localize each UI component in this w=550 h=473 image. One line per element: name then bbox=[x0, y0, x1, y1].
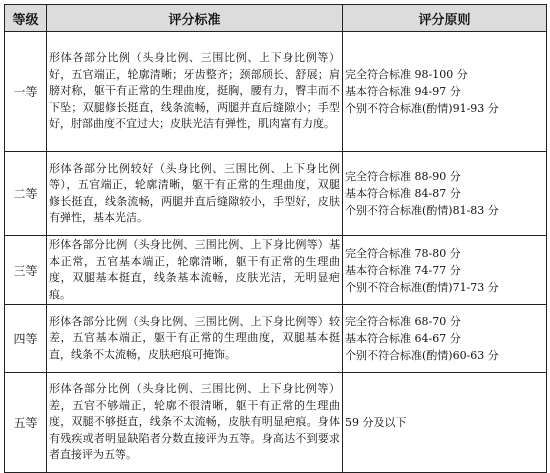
header-grade: 等级 bbox=[5, 5, 47, 32]
standard-cell: 形体各部分比例（头身比例、三围比例、上下身比例等）基本正常，五官基本端正，轮廓清晰，躯干有正常的生理曲度，双腿基本挺直，线条基本流畅，皮肤光洁，无明显疤痕。 bbox=[47, 236, 343, 305]
table-row bbox=[5, 152, 547, 236]
principle-line: 完全符合标准 68-70 分 bbox=[345, 315, 461, 328]
table-row bbox=[5, 32, 547, 152]
standard-cell: 形体各部分比例较好（头身比例、三围比例、上下身比例等），五官端正，轮廓清晰，躯干有正常的生理曲度，双腿修长挺直，线条流畅，两腿并直后缝隙较小，手型好，皮肤有弹性，基本光洁。 bbox=[47, 152, 343, 236]
principle-line: 基本符合标准 94-97 分 bbox=[345, 85, 461, 98]
standard-cell: 形体各部分比例（头身比例、三围比例、上下身比例等）差，五官不够端正，轮廓不很清晰，躯干有正常的生理曲度，双腿不够挺直，线条不太流畅，皮肤有明显疤痕。身体有残疾或者明显缺陷者分数直接评为五等。身高达不到要求者直接评为五等。 bbox=[47, 373, 343, 473]
standard-cell: 形体各部分比例（头身比例、三围比例、上下身比例等）较差，五官基本端正，躯干有正常的生理曲度，双腿基本挺直，线条不太流畅，皮肤疤痕可掩饰。 bbox=[47, 305, 343, 373]
principle-line: 个别不符合标准(酌情)60-63 分 bbox=[345, 349, 499, 362]
grade-cell: 二等 bbox=[5, 152, 47, 236]
grade-cell: 五等 bbox=[5, 373, 47, 473]
grade-cell: 四等 bbox=[5, 305, 47, 373]
table-row bbox=[5, 305, 547, 373]
scoring-table-container bbox=[4, 4, 546, 473]
grade-cell: 三等 bbox=[5, 236, 47, 305]
table-header-row bbox=[5, 5, 547, 32]
scoring-table bbox=[4, 4, 547, 473]
principle-line: 完全符合标准 88-90 分 bbox=[345, 170, 461, 183]
table-row bbox=[5, 373, 547, 473]
principle-cell bbox=[343, 373, 547, 473]
header-principle: 评分原则 bbox=[343, 5, 547, 32]
principle-cell bbox=[343, 236, 547, 305]
standard-cell: 形体各部分比例（头身比例、三围比例、上下身比例等）好，五官端正，轮廓清晰；牙齿整齐；颈部颀长、舒展；肩膀对称，躯干有正常的生理曲度，挺胸，腰有力，臀丰而不下坠；双腿修长挺直，线条流畅，两腿并直后缝隙小；手型好，肘部曲度不宜过大；皮肤光洁有弹性，肌肉富有力度。 bbox=[47, 32, 343, 152]
principle-line: 完全符合标准 78-80 分 bbox=[345, 246, 461, 260]
principle-line: 个别不符合标准(酌情)91-93 分 bbox=[345, 102, 499, 115]
principle-cell bbox=[343, 32, 547, 152]
table-row bbox=[5, 236, 547, 305]
principle-line: 基本符合标准 74-77 分 bbox=[345, 263, 461, 277]
principle-line: 个别不符合标准(酌情)81-83 分 bbox=[345, 204, 499, 217]
principle-line: 基本符合标准 64-67 分 bbox=[345, 332, 461, 345]
grade-cell: 一等 bbox=[5, 32, 47, 152]
principle-line: 完全符合标准 98-100 分 bbox=[345, 68, 468, 81]
principle-line: 基本符合标准 84-87 分 bbox=[345, 187, 461, 200]
principle-line: 个别不符合标准(酌情)71-73 分 bbox=[345, 280, 499, 294]
principle-cell bbox=[343, 305, 547, 373]
principle-line: 59 分及以下 bbox=[345, 416, 407, 429]
principle-cell bbox=[343, 152, 547, 236]
header-standard: 评分标准 bbox=[47, 5, 343, 32]
